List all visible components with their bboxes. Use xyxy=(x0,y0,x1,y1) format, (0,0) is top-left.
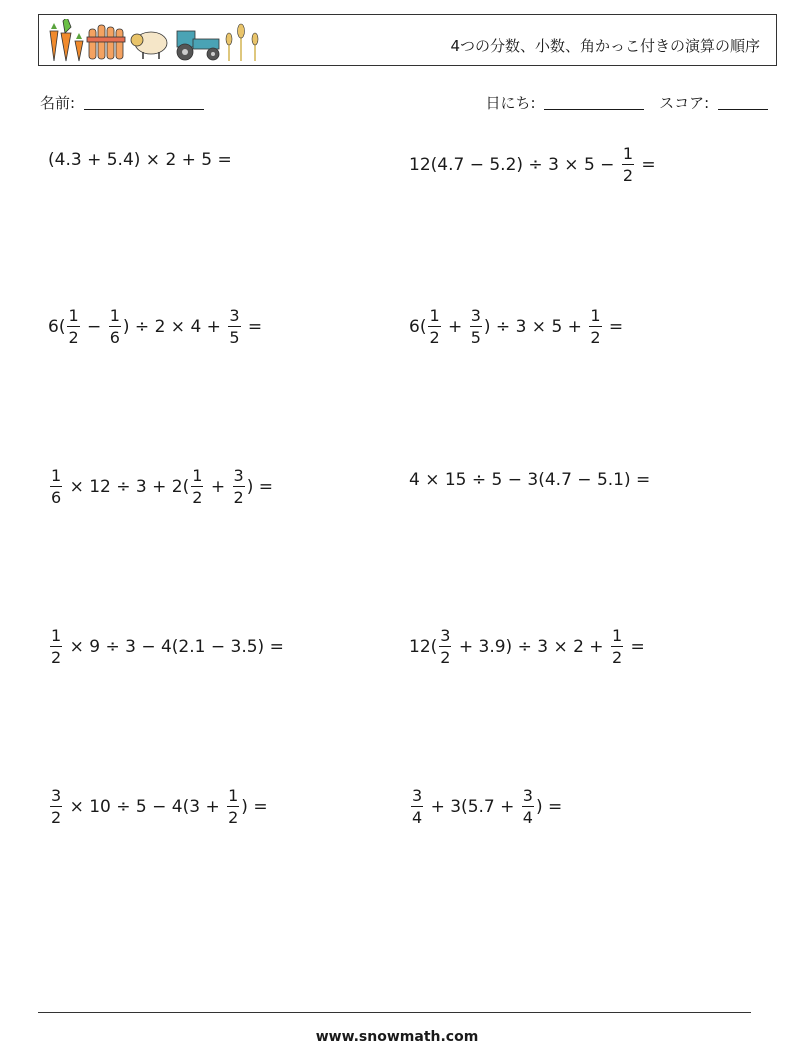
expression-text: ) ÷ 2 × 4 + xyxy=(122,317,227,337)
worksheet-title: 4つの分数、小数、角かっこ付きの演算の順序 xyxy=(450,37,760,55)
expression-text: = xyxy=(603,317,624,337)
fraction xyxy=(109,308,121,346)
fraction xyxy=(50,468,62,506)
expression-text: 4 × 15 ÷ 5 − 3(4.7 − 5.1) = xyxy=(409,470,651,490)
expression-text: ) ÷ 3 × 5 + xyxy=(483,317,588,337)
problem-6 xyxy=(409,470,650,490)
fraction xyxy=(428,308,440,346)
expression-text: 6( xyxy=(48,317,66,337)
fraction-numerator: 1 xyxy=(109,306,120,325)
problem-7 xyxy=(48,628,284,666)
fraction xyxy=(67,308,79,346)
score-label: スコア: xyxy=(659,94,710,112)
fraction xyxy=(228,308,240,346)
name-label: 名前: xyxy=(40,94,76,112)
expression-text: ) = xyxy=(535,797,563,817)
fraction-denominator: 2 xyxy=(590,328,601,347)
fraction xyxy=(233,468,245,506)
sheep-icon xyxy=(131,32,167,59)
fraction-numerator: 3 xyxy=(470,306,481,325)
expression-text: + xyxy=(442,317,468,337)
fraction-numerator: 1 xyxy=(192,466,203,485)
header-box xyxy=(38,14,777,66)
fraction-numerator: 1 xyxy=(68,306,79,325)
expression-text: ) = xyxy=(246,477,273,497)
expression-text: × 10 ÷ 5 − 4(3 + xyxy=(64,797,226,817)
expression-text: = xyxy=(625,637,645,657)
fraction-denominator: 4 xyxy=(412,808,423,827)
name-blank[interactable] xyxy=(84,95,204,110)
tractor-icon xyxy=(177,31,219,60)
fraction xyxy=(522,788,534,826)
fraction xyxy=(50,788,62,826)
problem-4 xyxy=(409,308,623,346)
fraction-numerator: 1 xyxy=(429,306,440,325)
fraction xyxy=(611,628,623,666)
problem-8 xyxy=(409,628,645,666)
fraction-numerator: 1 xyxy=(51,466,62,485)
fraction-denominator: 5 xyxy=(229,328,240,347)
footer-divider xyxy=(38,1012,751,1013)
fraction-denominator: 4 xyxy=(522,808,533,827)
fraction-denominator: 2 xyxy=(51,808,62,827)
expression-text: × 9 ÷ 3 − 4(2.1 − 3.5) = xyxy=(64,637,284,657)
fraction-numerator: 3 xyxy=(440,626,451,645)
expression-text: 6( xyxy=(409,317,427,337)
fraction-denominator: 2 xyxy=(429,328,440,347)
expression-text: × 12 ÷ 3 + 2( xyxy=(64,477,190,497)
fraction-numerator: 3 xyxy=(51,786,62,805)
fraction-numerator: 3 xyxy=(522,786,533,805)
fraction xyxy=(50,628,62,666)
expression-text: + 3(5.7 + xyxy=(425,797,520,817)
wheat-icon xyxy=(226,24,258,61)
fraction-numerator: 1 xyxy=(611,626,623,645)
fraction-numerator: 1 xyxy=(590,306,601,325)
fraction xyxy=(191,468,203,506)
fraction-denominator: 2 xyxy=(611,648,623,667)
expression-text: + 3.9) ÷ 3 × 2 + xyxy=(453,637,609,657)
fraction xyxy=(227,788,239,826)
fraction-denominator: 2 xyxy=(228,808,239,827)
problem-3 xyxy=(48,308,262,346)
date-blank[interactable] xyxy=(544,95,644,110)
fraction-numerator: 1 xyxy=(622,144,633,163)
expression-text: = xyxy=(636,155,656,175)
problem-10 xyxy=(409,788,562,826)
header-icons xyxy=(43,19,273,63)
footer-url: www.snowmath.com xyxy=(315,1029,479,1045)
carrot-icon xyxy=(50,19,83,61)
score-blank[interactable] xyxy=(718,95,768,110)
fraction-denominator: 2 xyxy=(192,488,203,507)
fraction-denominator: 2 xyxy=(51,648,62,667)
name-field xyxy=(40,92,204,113)
expression-text: − xyxy=(81,317,107,337)
fraction xyxy=(622,146,634,184)
fraction-denominator: 2 xyxy=(440,648,451,667)
fraction-denominator: 6 xyxy=(51,488,62,507)
fraction-numerator: 1 xyxy=(228,786,239,805)
problem-2 xyxy=(409,146,656,184)
fraction-denominator: 6 xyxy=(109,328,120,347)
problem-1 xyxy=(48,150,232,170)
fence-icon xyxy=(87,25,125,59)
problem-5 xyxy=(48,468,273,506)
problem-9 xyxy=(48,788,268,826)
expression-text: + xyxy=(205,477,231,497)
expression-text: = xyxy=(242,317,263,337)
fraction-denominator: 2 xyxy=(622,166,633,185)
expression-text: ) = xyxy=(241,797,268,817)
fraction-denominator: 5 xyxy=(470,328,481,347)
fraction xyxy=(411,788,423,826)
expression-text: 12( xyxy=(409,637,438,657)
fraction-numerator: 1 xyxy=(51,626,62,645)
fraction-numerator: 3 xyxy=(233,466,244,485)
date-score-fields xyxy=(486,92,768,113)
fraction xyxy=(470,308,482,346)
date-label: 日にち: xyxy=(485,94,536,112)
fraction-numerator: 3 xyxy=(229,306,240,325)
fraction xyxy=(439,628,451,666)
fraction-denominator: 2 xyxy=(233,488,244,507)
expression-text: 12(4.7 − 5.2) ÷ 3 × 5 − xyxy=(409,155,620,175)
fraction-denominator: 2 xyxy=(68,328,79,347)
fraction xyxy=(589,308,601,346)
expression-text: (4.3 + 5.4) × 2 + 5 = xyxy=(48,150,232,170)
fraction-numerator: 3 xyxy=(412,786,423,805)
